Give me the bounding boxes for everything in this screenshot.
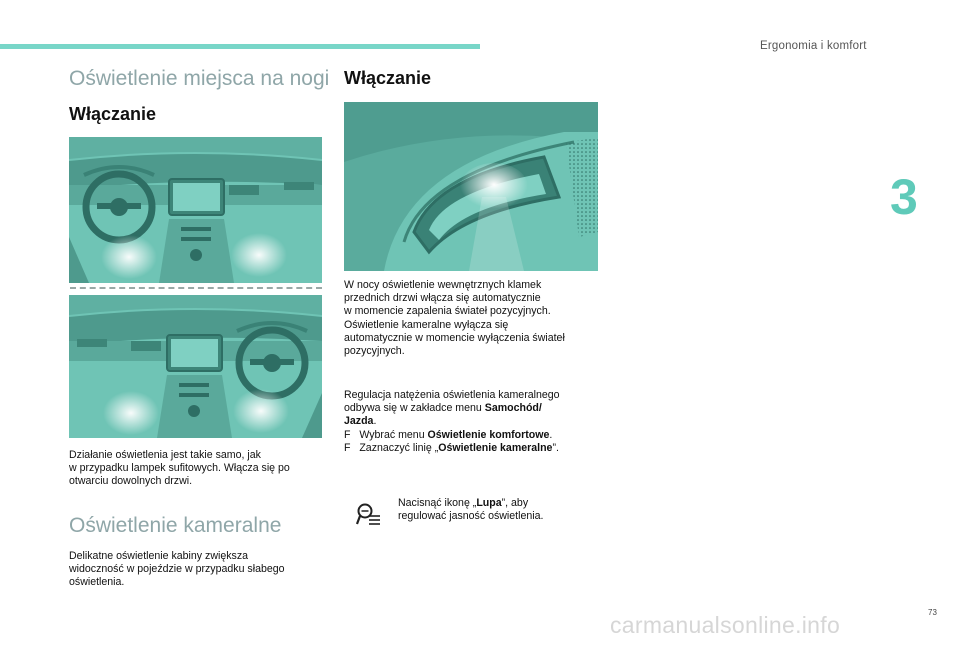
ambient-text: Delikatne oświetlenie kabiny zwiększa widoczność w pojeździe w przypadku słabego oświetlenia. <box>69 550 285 589</box>
ambient-description: W nocy oświetlenie wewnętrznych klamek przednich drzwi włącza się automatycznie w momencie zapalenia świateł pozycyjnych. Oświetlenie kameralne wyłącza się automatycznie w momencie wyłączenia świateł pozycyjnych. <box>344 279 565 358</box>
magnifier-lines-icon <box>356 502 382 528</box>
dashboard-lhd-illustration <box>69 137 322 283</box>
footwell-title: Oświetlenie miejsca na nogi <box>69 67 330 90</box>
dashboard-rhd-illustration <box>69 295 322 438</box>
header-accent-bar <box>0 44 480 49</box>
footwell-caption: Działanie oświetlenia jest takie samo, jak w przypadku lampek sufitowych. Włącza się po otwarciu dowolnych drzwi. <box>69 449 290 488</box>
chapter-number: 3 <box>890 169 918 225</box>
ambient-subtitle: Włączanie <box>344 68 432 88</box>
illustration-divider <box>70 287 322 289</box>
step-bullet-2: F <box>344 441 351 454</box>
ambient-title: Oświetlenie kameralne <box>69 514 282 537</box>
step-bullet-1: F <box>344 428 351 441</box>
footwell-subtitle: Włączanie <box>69 104 157 124</box>
section-title: Ergonomia i komfort <box>760 40 867 52</box>
ambient-settings: Regulacja natężenia oświetlenia kameralnego odbywa się w zakładce menu Samochód/ Jazda. F Wybrać menu Oświetlenie komfortowe. F Zaznaczyć linię „Oświetlenie kameralne”. <box>344 389 614 455</box>
door-handle-illustration <box>344 102 598 271</box>
site-watermark: carmanualsonline.info <box>610 612 841 638</box>
menu-path-vehicle: Samochód/ <box>484 402 542 415</box>
instruction-step-1: F Wybrać menu Oświetlenie komfortowe. <box>344 428 553 441</box>
page-number: 73 <box>928 608 937 617</box>
instruction-step-2: F Zaznaczyć linię „Oświetlenie kameralne”. <box>344 441 559 454</box>
menu-path-driving: Jazda <box>344 415 374 428</box>
magnifier-tip: Nacisnąć ikonę „Lupa”, aby regulować jasność oświetlenia. <box>398 497 544 523</box>
